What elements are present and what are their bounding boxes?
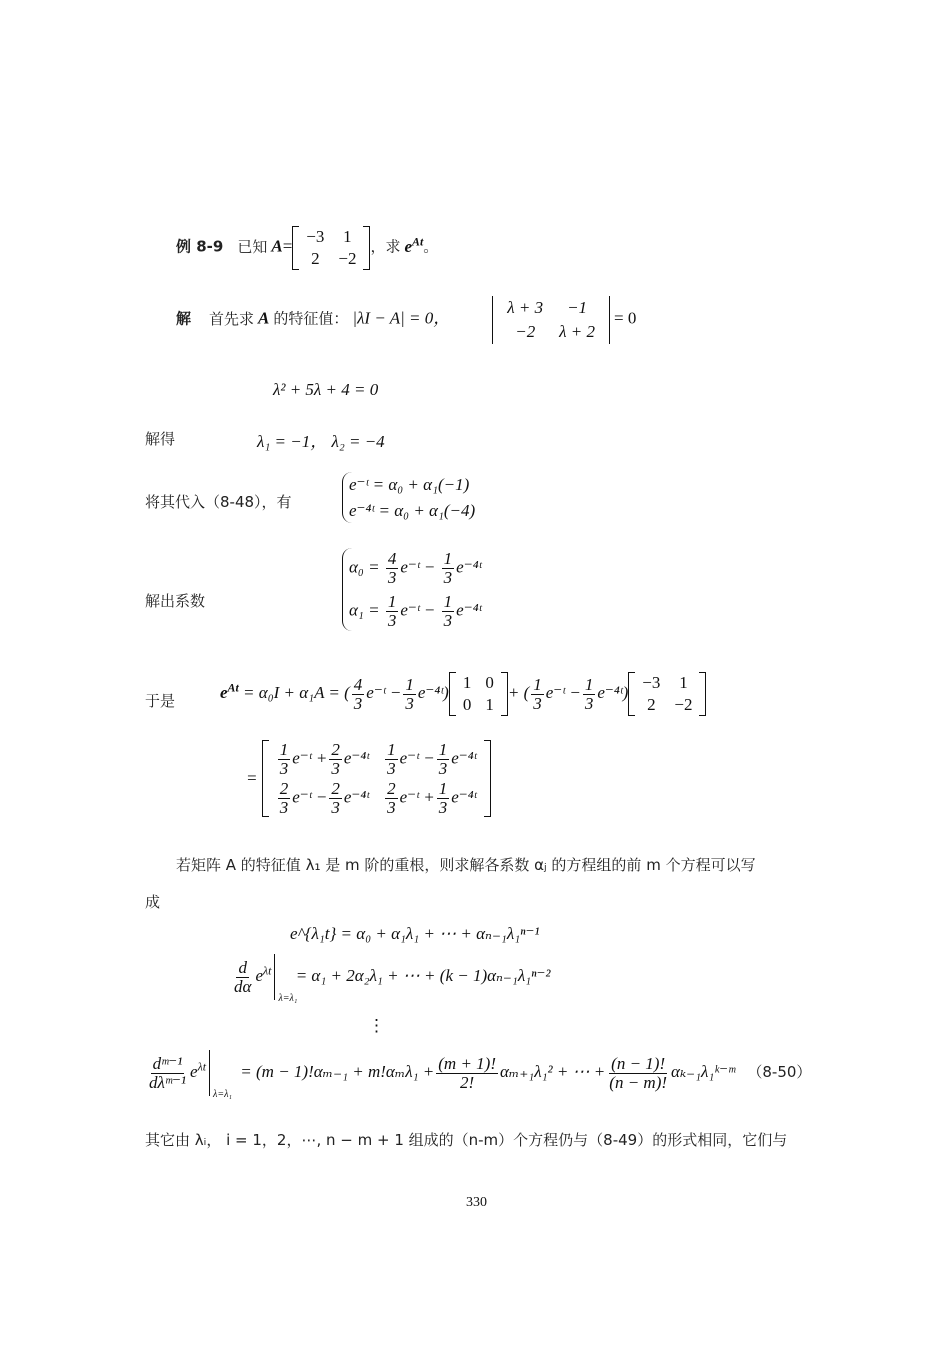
result-equation: $e^{At} = \alpha_0I + \alpha_1A$ = ( $\frac{4}{3}$ e⁻ᵗ − $\frac{1}{3}$ e⁻⁴ᵗ) 1 0 0 1 + ( $\frac{1}{3}$ e⁻ᵗ − $\frac{1}{3}$ e⁻⁴ᵗ) −3 1 2 −2 [220, 672, 706, 716]
solution-label: 解 [176, 309, 192, 328]
matrix-cell: −2 [338, 249, 357, 268]
paragraph-line2: 成 [145, 893, 161, 911]
coefficients-label: 解出系数 [145, 592, 206, 610]
example-ask: ，求 [370, 237, 401, 256]
system-line: e⁻⁴ᵗ = α₀ + α₁(−4) [349, 500, 476, 520]
example-label: 例 8-9 [176, 237, 224, 256]
example-heading [176, 226, 438, 270]
matrix-cell: −3 [306, 227, 325, 246]
A-matrix: −3 1 2 −2 [628, 672, 706, 716]
A-symbol: A [258, 308, 270, 328]
solution-intro2: 的特征值： [273, 309, 349, 328]
final-matrix: $\frac{1}{3}$ e⁻ᵗ + $\frac{2}{3}$ e⁻⁴ᵗ $\frac{1}{3}$ e⁻ᵗ − $\frac{1}{3}$ e⁻⁴ᵗ $\frac{2}{3}$ e⁻ᵗ − $\frac{2}{3}$ e⁻⁴ᵗ $\frac{2}{3}$ e⁻ᵗ + $\frac{1}{3}$ e⁻⁴ᵗ [262, 740, 491, 817]
paragraph-line1: 若矩阵 A 的特征值 λ₁ 是 m 阶的重根，则求解各系数 αⱼ 的方程组的前 m 个方程可以写 [176, 856, 756, 874]
closing-line: 其它由 λᵢ， i = 1，2，⋯, n − m + 1 组成的（n-m）个方程仍与（8-49）的形式相同，它们与 [145, 1131, 788, 1149]
equals-sign: = [246, 768, 258, 788]
matrix-A-symbol: A [271, 236, 283, 256]
char-polynomial: λ² + 5λ + 4 = 0 [273, 380, 379, 399]
solution-line [176, 296, 636, 344]
eq-line-3: $\frac{\text{dᵐ⁻¹}}{\text{dλᵐ⁻¹}}$ $e^{\lambda t}$ λ=λ₁ = (m − 1)!αₘ₋₁ + m!αₘλ₁ + $\frac{(m + 1)!}{2!}$ αₘ₊₁λ₁² + ⋯ + $\frac{(n - 1)!}{(n - m)!}$ αₖ₋₁λ₁ᵏ⁻ᵐ （8-50） [145, 1050, 811, 1096]
final-matrix-line [246, 740, 491, 817]
det-cell: −2 [515, 322, 536, 341]
system-line: e⁻ᵗ = α₀ + α₁(−1) [349, 475, 470, 494]
example-given: 已知 [237, 237, 268, 256]
matrix-A [292, 226, 370, 270]
det-cell: λ + 3 [507, 298, 544, 317]
equation-tag: （8-50） [747, 1062, 812, 1081]
result-mid: = α₀I + α₁A = ( [243, 682, 350, 702]
eq-line-1: e^{λ₁t} = α₀ + α₁λ₁ + ⋯ + αₙ₋₁λ₁ⁿ⁻¹ [290, 924, 540, 943]
equals-sign: = [282, 236, 293, 256]
matrix-cell: 2 [311, 249, 320, 268]
plus: + ( [507, 682, 530, 702]
solution-intro: 首先求 [209, 309, 255, 328]
identity-matrix: 1 0 0 1 [449, 672, 508, 716]
det-cell: λ + 2 [559, 322, 595, 341]
char-equation: |λI − A| = 0， [352, 308, 451, 328]
char-determinant [492, 296, 610, 344]
det-cell: −1 [567, 298, 588, 317]
eq-line-2: $\frac{d}{d\alpha}$ $e^{\lambda t}$ λ=λ₁ = α₁ + 2α₂λ₁ + ⋯ + (k − 1)αₙ₋₁λ₁ⁿ⁻² [230, 954, 551, 1000]
roots-label: 解得 [145, 430, 176, 448]
result-label: 于是 [145, 692, 176, 710]
period: 。 [423, 237, 439, 256]
substitute-label: 将其代入（8-48），有 [145, 493, 292, 511]
alpha1-line: α₁ = $\frac{1}{3}$ e⁻ᵗ − $\frac{1}{3}$ e⁻⁴ᵗ [349, 591, 482, 630]
vdots: ⋮ [368, 1016, 385, 1035]
coefficients-system [342, 548, 481, 631]
det-equals: = 0 [613, 308, 637, 328]
page-number: 330 [466, 1195, 487, 1210]
alpha0-line: α₀ = $\frac{4}{3}$ e⁻ᵗ − $\frac{1}{3}$ e⁻⁴ᵗ [349, 549, 482, 587]
eAt: $e^{At}$ [404, 234, 424, 256]
roots-values: λ₁ = −1， λ₂ = −4 [257, 432, 385, 451]
matrix-cell: 1 [343, 227, 352, 246]
substitute-system [342, 472, 475, 523]
eAt-result: $e^{At}$ [220, 680, 239, 702]
